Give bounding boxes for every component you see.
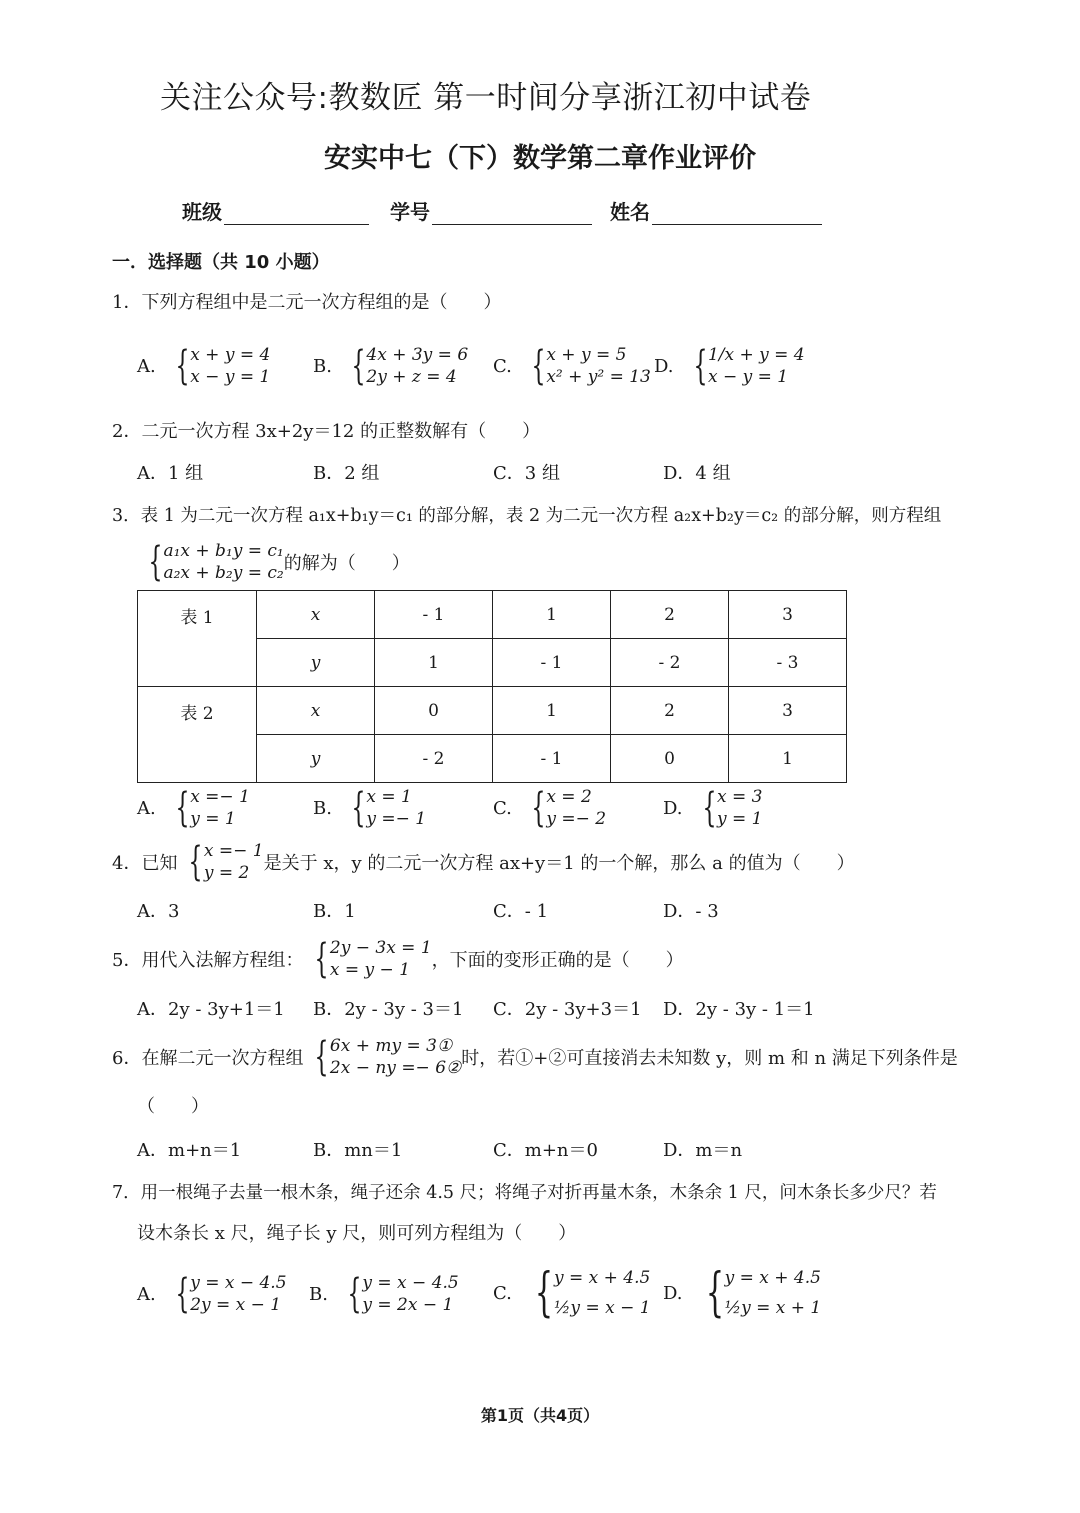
option-label: D. bbox=[663, 1282, 683, 1304]
table-cell: 1 bbox=[493, 591, 611, 639]
id-blank bbox=[432, 202, 592, 225]
table-cell: 2 bbox=[611, 591, 729, 639]
option-label: C. bbox=[493, 355, 512, 377]
q6-option-d: D．m＝n bbox=[663, 1140, 743, 1161]
q3-system bbox=[137, 540, 410, 584]
q1-option-a bbox=[137, 344, 270, 388]
q7-option-a bbox=[137, 1272, 287, 1316]
eq-row: x = 3 bbox=[716, 787, 763, 807]
eq-row: x = 2 bbox=[546, 787, 592, 807]
q7-option-d bbox=[663, 1265, 821, 1321]
eq-row: x =− 1 bbox=[203, 841, 264, 861]
q1-option-b bbox=[313, 344, 468, 388]
eq-row: x² + y² = 13 bbox=[546, 367, 651, 387]
table-row bbox=[138, 591, 847, 639]
equation-system: { 2y − 3x = 1 x = y − 1 bbox=[314, 936, 432, 982]
equation-system: { a₁x + b₁y = c₁ a₂x + b₂y = c₂ bbox=[148, 539, 284, 585]
table-label-1: 表 1 bbox=[138, 591, 257, 687]
q2-stem: 2．二元一次方程 3x+2y＝12 的正整数解有（ ） bbox=[112, 421, 541, 442]
eq-row: x + y = 5 bbox=[546, 345, 627, 365]
q6-post: 时，若①+②可直接消去未知数 y，则 m 和 n 满足下列条件是 bbox=[461, 1048, 958, 1069]
y-label: y bbox=[257, 735, 375, 783]
table-cell: 3 bbox=[729, 687, 847, 735]
eq-row: y =− 1 bbox=[366, 809, 427, 829]
eq-row: y = 2 bbox=[203, 863, 250, 883]
q5-option-a: A．2y - 3y+1＝1 bbox=[137, 999, 285, 1020]
q7-option-b bbox=[309, 1272, 459, 1316]
eq-row: y = x − 4.5 bbox=[190, 1273, 287, 1293]
y-label: y bbox=[257, 639, 375, 687]
q2-option-a: A．1 组 bbox=[137, 463, 204, 484]
table-row bbox=[138, 687, 847, 735]
q4-option-c: C．- 1 bbox=[493, 901, 549, 922]
table-cell: - 1 bbox=[493, 735, 611, 783]
equation-system: { 1/x + y = 4 x − y = 1 bbox=[692, 343, 805, 389]
table-cell: - 1 bbox=[493, 639, 611, 687]
eq-row: 2y − 3x = 1 bbox=[329, 938, 432, 958]
table-cell: 0 bbox=[375, 687, 493, 735]
eq-row: 6x + my = 3① bbox=[329, 1036, 453, 1056]
eq-row: x =− 1 bbox=[190, 787, 250, 807]
equation-system: { y = x + 4.5 ½y = x + 1 bbox=[705, 1263, 822, 1323]
eq-row: ½y = x + 1 bbox=[724, 1298, 822, 1318]
eq-row: y = 1 bbox=[716, 809, 763, 829]
eq-row: ½y = x − 1 bbox=[553, 1298, 651, 1318]
name-field bbox=[610, 196, 822, 225]
table-cell: 0 bbox=[611, 735, 729, 783]
name-label: 姓名 bbox=[610, 200, 650, 224]
q6-option-c: C．m+n＝0 bbox=[493, 1140, 598, 1161]
equation-system: { 4x + 3y = 6 2y + z = 4 bbox=[351, 343, 469, 389]
q3-stem-tail: 的解为（ ） bbox=[283, 553, 410, 574]
q7-option-c bbox=[493, 1265, 651, 1321]
q5-option-b: B．2y - 3y - 3＝1 bbox=[313, 999, 464, 1020]
banner: 关注公众号:教数匠 第一时间分享浙江初中试卷 bbox=[160, 80, 812, 116]
option-label: C. bbox=[493, 1282, 512, 1304]
q6-option-a: A．m+n＝1 bbox=[137, 1140, 242, 1161]
id-field bbox=[390, 196, 592, 225]
table-cell: 1 bbox=[729, 735, 847, 783]
q6-paren: （ ） bbox=[137, 1096, 209, 1117]
equation-system: { x =− 1 y = 2 bbox=[188, 839, 264, 885]
q5-pre: 5．用代入法解方程组： bbox=[112, 950, 304, 971]
class-label: 班级 bbox=[182, 200, 222, 224]
eq-row: y = 2x − 1 bbox=[362, 1295, 454, 1315]
q4-post: 是关于 x，y 的二元一次方程 ax+y＝1 的一个解，那么 a 的值为（ ） bbox=[263, 853, 855, 874]
eq-row: x − y = 1 bbox=[707, 367, 789, 387]
equation-system: { x = 2 y =− 2 bbox=[531, 785, 607, 831]
q7-line1: 7．用一根绳子去量一根木条，绳子还余 4.5 尺；将绳子对折再量木条，木条余 1 尺，问木条长多少尺？若 bbox=[112, 1183, 937, 1203]
table-cell: - 3 bbox=[729, 639, 847, 687]
eq-row: y = x − 4.5 bbox=[362, 1273, 459, 1293]
option-label: B. bbox=[313, 797, 332, 819]
q3-option-d bbox=[663, 786, 762, 830]
q3-option-c bbox=[493, 786, 606, 830]
q5-option-d: D．2y - 3y - 1＝1 bbox=[663, 999, 815, 1020]
page-title: 安实中七（下）数学第二章作业评价 bbox=[324, 143, 756, 174]
eq-row: 4x + 3y = 6 bbox=[366, 345, 469, 365]
eq-row: x = y − 1 bbox=[329, 960, 411, 980]
equation-system: { x = 1 y =− 1 bbox=[351, 785, 427, 831]
table-cell: - 1 bbox=[375, 591, 493, 639]
q6-option-b: B．mn＝1 bbox=[313, 1140, 403, 1161]
q2-option-c: C．3 组 bbox=[493, 463, 560, 484]
table-cell: 2 bbox=[611, 687, 729, 735]
q1-stem: 1．下列方程组中是二元一次方程组的是（ ） bbox=[112, 292, 502, 313]
section-heading: 一．选择题（共 10 小题） bbox=[112, 252, 330, 273]
eq-row: y =− 2 bbox=[546, 809, 607, 829]
option-label: A. bbox=[137, 355, 156, 377]
page-footer: 第1页（共4页） bbox=[480, 1406, 600, 1425]
q4-option-a: A．3 bbox=[137, 901, 180, 922]
q4-stem bbox=[112, 840, 855, 884]
x-label: x bbox=[257, 687, 375, 735]
q5-option-c: C．2y - 3y+3＝1 bbox=[493, 999, 642, 1020]
table-cell: 1 bbox=[493, 687, 611, 735]
equation-system: { x + y = 4 x − y = 1 bbox=[175, 343, 271, 389]
eq-row: 2y = x − 1 bbox=[190, 1295, 282, 1315]
eq-row: y = x + 4.5 bbox=[553, 1268, 651, 1288]
name-blank bbox=[652, 202, 822, 225]
table-cell: - 2 bbox=[611, 639, 729, 687]
option-label: C. bbox=[493, 797, 512, 819]
q3-option-a bbox=[137, 786, 250, 830]
table-label-2: 表 2 bbox=[138, 687, 257, 783]
q3-stem: 3．表 1 为二元一次方程 a₁x+b₁y＝c₁ 的部分解，表 2 为二元一次方程 a₂x+b₂y＝c₂ 的部分解，则方程组 bbox=[112, 506, 942, 526]
option-label: B. bbox=[309, 1283, 328, 1305]
table-cell: 1 bbox=[375, 639, 493, 687]
q3-option-b bbox=[313, 786, 426, 830]
q4-pre: 4．已知 bbox=[112, 853, 178, 874]
eq-row: 1/x + y = 4 bbox=[707, 345, 805, 365]
eq-row: 2y + z = 4 bbox=[366, 367, 457, 387]
q4-option-b: B．1 bbox=[313, 901, 356, 922]
eq-row: x − y = 1 bbox=[190, 367, 271, 387]
q6-stem bbox=[112, 1035, 958, 1079]
eq-row: x = 1 bbox=[366, 787, 412, 807]
q2-option-d: D．4 组 bbox=[663, 463, 731, 484]
q5-stem bbox=[112, 937, 684, 981]
option-label: D. bbox=[654, 355, 674, 377]
eq-row: y = x + 4.5 bbox=[724, 1268, 821, 1288]
q2-option-b: B．2 组 bbox=[313, 463, 380, 484]
q7-line2: 设木条长 x 尺，绳子长 y 尺，则可列方程组为（ ） bbox=[137, 1223, 577, 1244]
option-label: A. bbox=[137, 1283, 156, 1305]
table-cell: 3 bbox=[729, 591, 847, 639]
equation-system: { y = x + 4.5 ½y = x − 1 bbox=[534, 1263, 651, 1323]
eq-row: a₂x + b₂y = c₂ bbox=[163, 563, 284, 583]
q1-option-d bbox=[654, 344, 805, 388]
q3-table bbox=[137, 590, 847, 783]
option-label: A. bbox=[137, 797, 156, 819]
table-cell: - 2 bbox=[375, 735, 493, 783]
equation-system: { y = x − 4.5 2y = x − 1 bbox=[175, 1271, 287, 1317]
equation-system: { y = x − 4.5 y = 2x − 1 bbox=[347, 1271, 459, 1317]
eq-row: 2x − ny =− 6② bbox=[329, 1058, 462, 1078]
x-label: x bbox=[257, 591, 375, 639]
option-label: B. bbox=[313, 355, 332, 377]
equation-system: { x + y = 5 x² + y² = 13 bbox=[531, 343, 651, 389]
eq-row: a₁x + b₁y = c₁ bbox=[163, 541, 284, 561]
q5-post: ，下面的变形正确的是（ ） bbox=[431, 950, 684, 971]
equation-system: { x = 3 y = 1 bbox=[701, 785, 763, 831]
class-blank bbox=[224, 202, 369, 225]
option-label: D. bbox=[663, 797, 683, 819]
equation-system: { x =− 1 y = 1 bbox=[175, 785, 250, 831]
eq-row: x + y = 4 bbox=[190, 345, 271, 365]
q1-option-c bbox=[493, 344, 651, 388]
id-label: 学号 bbox=[390, 200, 430, 224]
eq-row: y = 1 bbox=[190, 809, 236, 829]
q4-option-d: D．- 3 bbox=[663, 901, 719, 922]
class-field bbox=[182, 196, 369, 225]
equation-system: { 6x + my = 3① 2x − ny =− 6② bbox=[314, 1034, 462, 1080]
q6-pre: 6．在解二元一次方程组 bbox=[112, 1048, 304, 1069]
